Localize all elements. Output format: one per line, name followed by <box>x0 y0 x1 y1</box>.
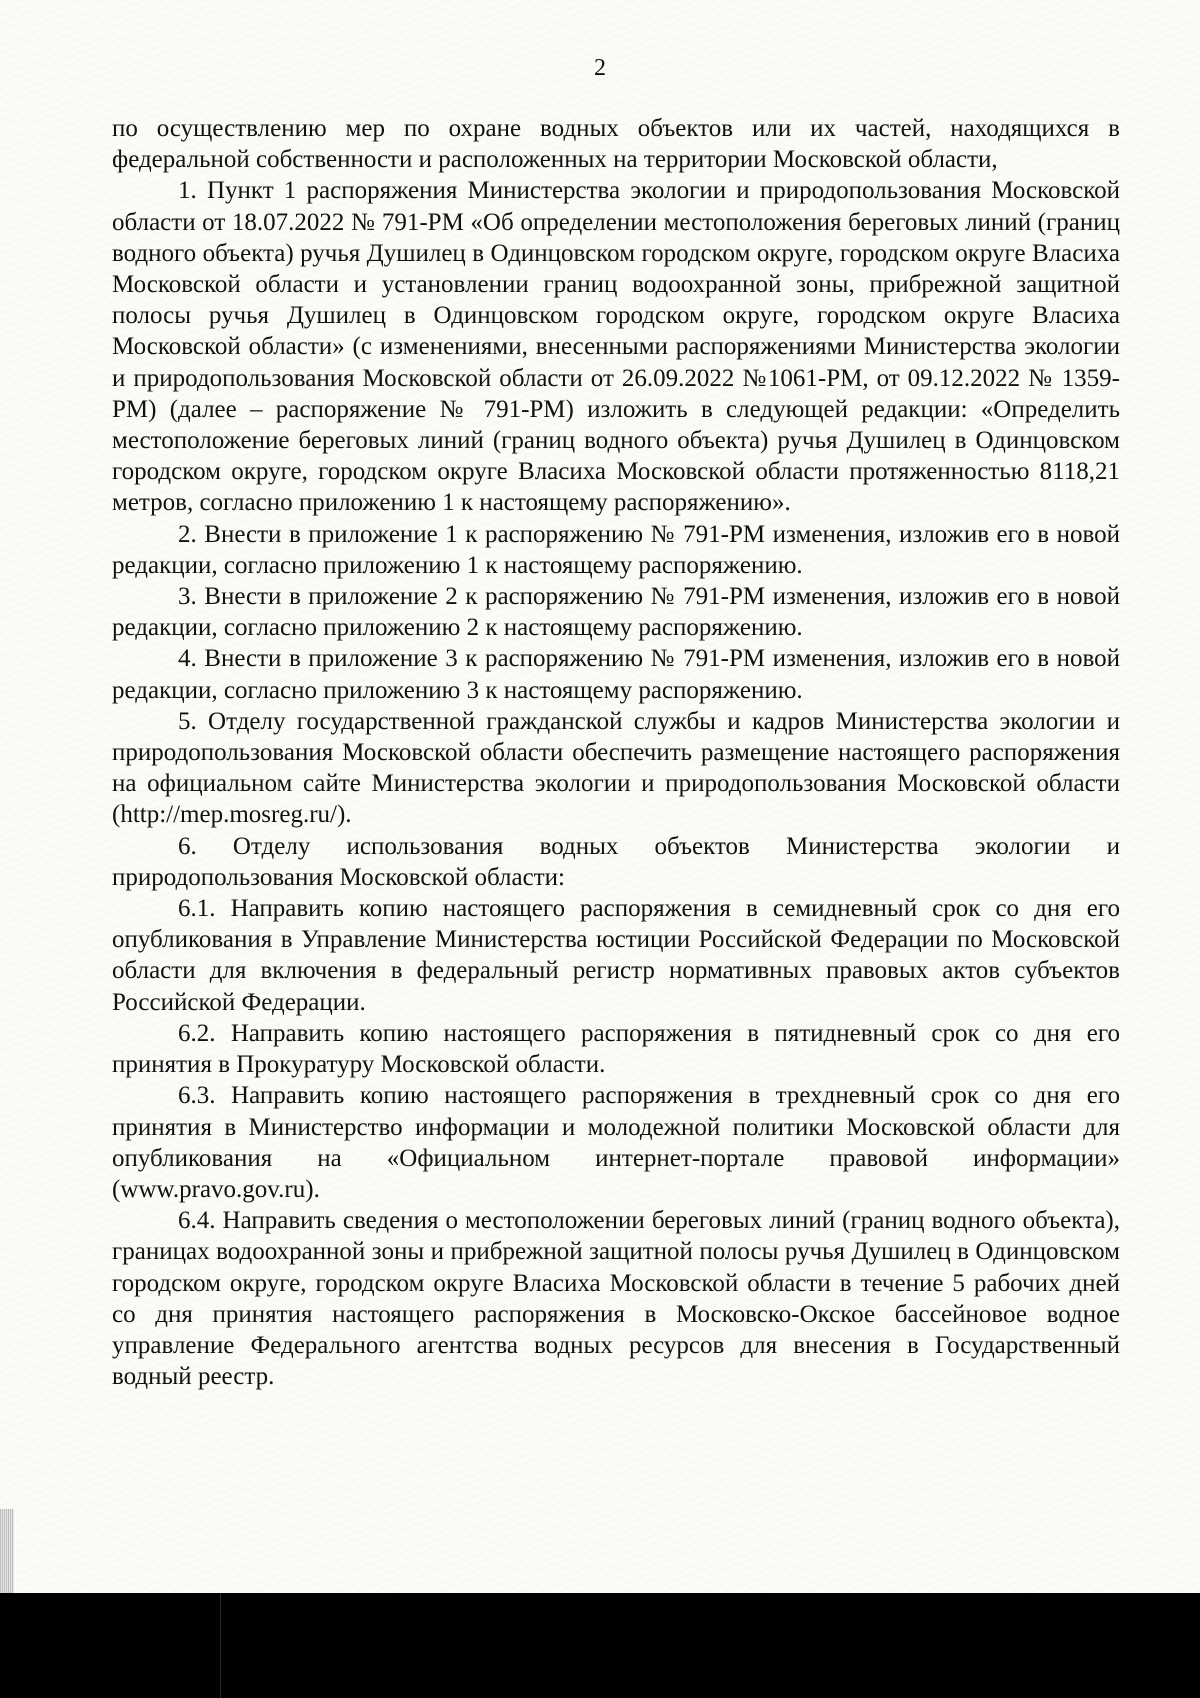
paragraph-item-5: 5. Отделу государственной гражданской службы и кадров Министерства экологии и природопользования Московской области обеспечить размещение настоящего распоряжения на официальном сайте Министерства экологии и природопользования Московской области (http://mep.mosreg.ru/). <box>112 707 1120 829</box>
paragraph-item-6-2: 6.2. Направить копию настоящего распоряжения в пятидневный срок со дня его принятия в Прокуратуру Московской области. <box>112 1019 1120 1079</box>
page-number: 2 <box>594 55 606 81</box>
paragraph-item-1: 1. Пункт 1 распоряжения Министерства экологии и природопользования Московской области от 18.07.2022 № 791-РМ «Об определении местоположения береговых линий (границ водного объекта) ручья Душилец в Одинцовском городском округе, городском округе Власиха Московской области и установлении границ водоохранной зоны, прибрежной защитной полосы ручья Душилец в Одинцовском городском округе, городском округе Власиха Московской области» (с изменениями, внесенными распоряжениями Министерства экологии и природопользования Московской области от 26.09.2022 №1061-РМ, от 09.12.2022 № 1359-РМ) (далее – распоряжение № 791-РМ) изложить в следующей редакции: «Определить местоположение береговых линий (границ водного объекта) ручья Душилец в Одинцовском городском округе, городском округе Власиха Московской области протяженностью 8118,21 метров, согласно приложению 1 к настоящему распоряжению». <box>112 177 1120 517</box>
scan-divider <box>220 1593 221 1698</box>
paragraph-item-2: 2. Внести в приложение 1 к распоряжению № 791-РМ изменения, изложив его в новой редакции, согласно приложению 1 к настоящему распоряжению. <box>112 520 1120 579</box>
paragraph-continuation: по осуществлению мер по охране водных объектов или их частей, находящихся в федеральной собственности и расположенных на территории Московской области, <box>112 115 1120 174</box>
paragraph-item-6-3: 6.3. Направить копию настоящего распоряжения в трехдневный срок со дня его принятия в Министерство информации и молодежной политики Московской области для опубликования на «Официальном интернет-портале правовой информации» (www.pravo.gov.ru). <box>112 1082 1120 1203</box>
document-body <box>112 113 1120 1392</box>
paragraph-item-6: 6. Отделу использования водных объектов Министерства экологии и природопользования Московской области: <box>112 832 1120 891</box>
scan-border-bottom <box>0 1593 1200 1698</box>
paragraph-item-4: 4. Внести в приложение 3 к распоряжению № 791-РМ изменения, изложив его в новой редакции, согласно приложению 3 к настоящему распоряжению. <box>112 645 1120 704</box>
paragraph-item-6-4: 6.4. Направить сведения о местоположении береговых линий (границ водного объекта), границах водоохранной зоны и прибрежной защитной полосы ручья Душилец в Одинцовском городском округе, городском округе Власиха Московской области в течение 5 рабочих дней со дня принятия настоящего распоряжения в Московско-Окское бассейновое водное управление Федерального агентства водных ресурсов для внесения в Государственный водный реестр. <box>112 1207 1120 1391</box>
scan-edge-strip <box>0 1509 14 1593</box>
paragraph-item-3: 3. Внести в приложение 2 к распоряжению № 791-РМ изменения, изложив его в новой редакции, согласно приложению 2 к настоящему распоряжению. <box>112 583 1120 642</box>
paragraph-item-6-1: 6.1. Направить копию настоящего распоряжения в семидневный срок со дня его опубликования в Управление Министерства юстиции Российской Федерации по Московской области для включения в федеральный регистр нормативных правовых актов субъектов Российской Федерации. <box>112 895 1120 1016</box>
